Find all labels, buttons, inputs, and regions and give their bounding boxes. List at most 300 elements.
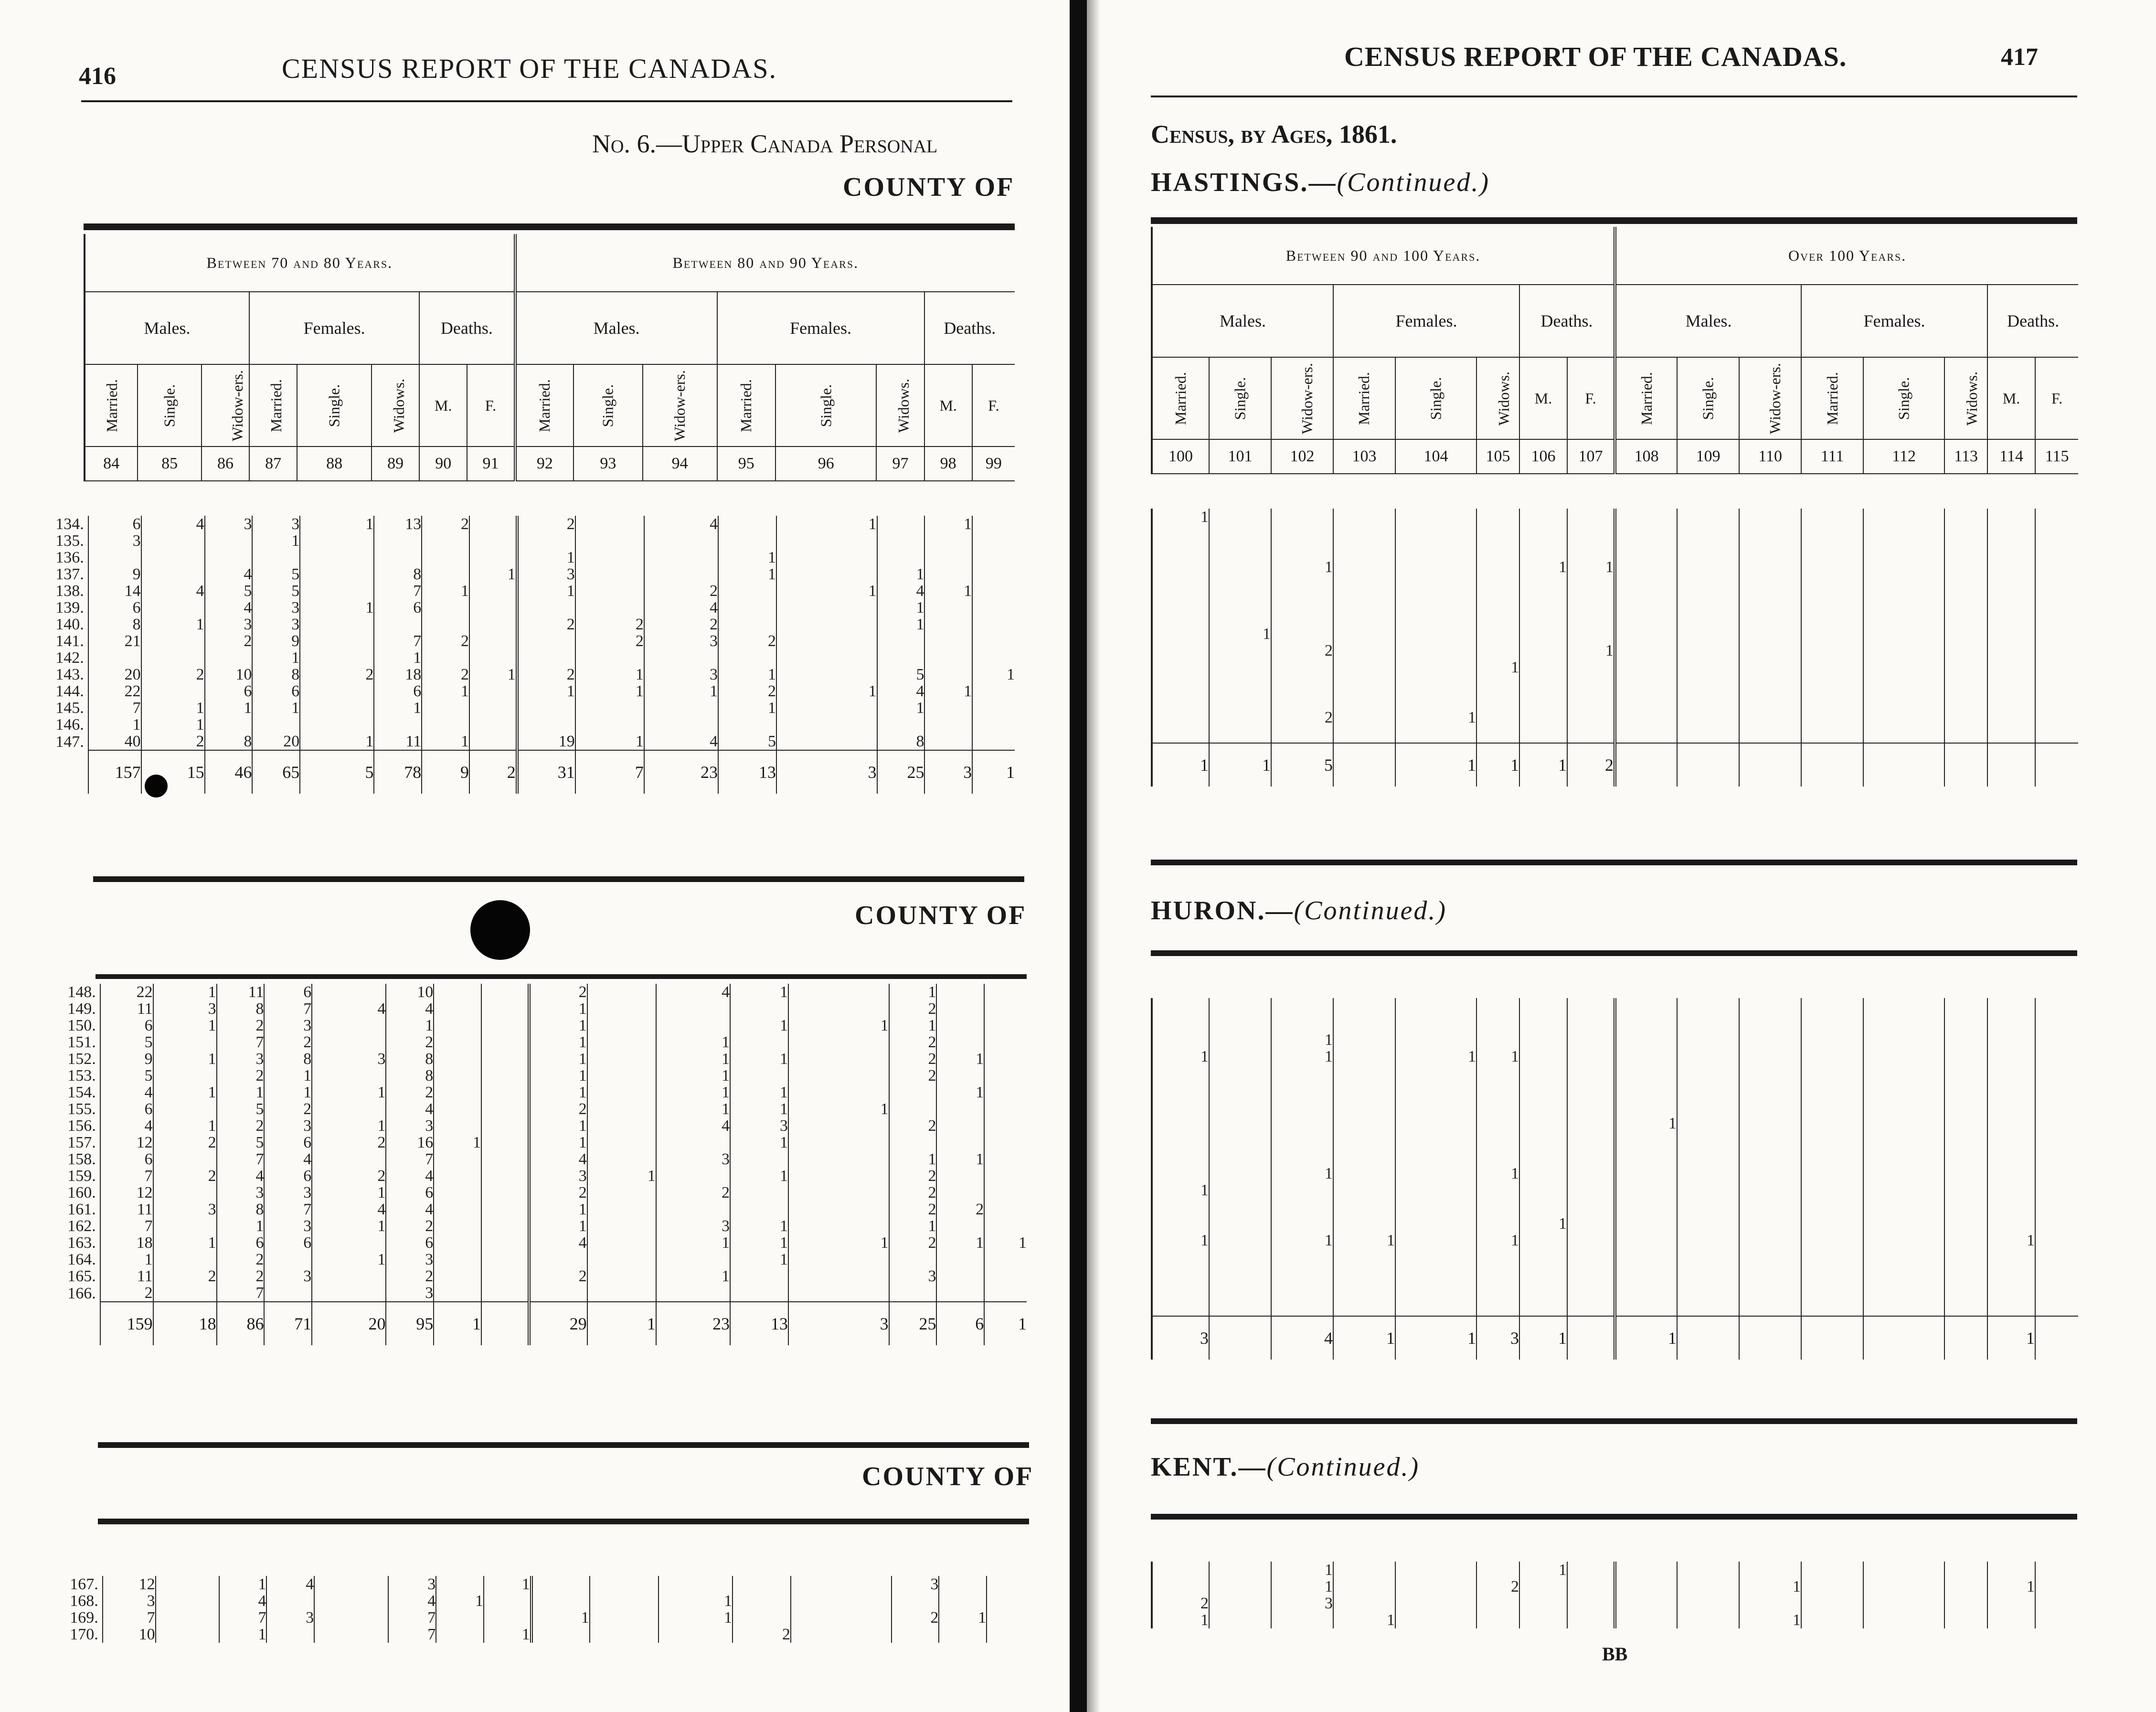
table-cell [733,1593,791,1609]
table-cell [1476,542,1519,559]
table-cell: 1 [1519,1562,1567,1578]
table-cell [924,599,972,616]
table-cell [587,1218,656,1234]
table-cell [1739,726,1801,743]
table-cell [2035,676,2078,692]
table-cell: 1 [1152,1048,1209,1065]
table-cell: 1 [587,1168,656,1184]
table-cell [1271,1182,1333,1199]
table-cell [517,716,575,733]
table-cell: 2 [889,1201,937,1218]
table-cell: 1 [658,1593,733,1609]
table-cell [1739,1182,1801,1199]
column-number: 114 [1987,439,2035,474]
table-cell [1677,1132,1739,1148]
table-cell [936,1117,984,1134]
table-cell [1152,1282,1209,1299]
table-cell [469,616,517,633]
table-cell: 2 [264,1101,312,1117]
table-cell [1863,676,1944,692]
table-cell [788,1268,889,1285]
row-number: 162. [67,1218,96,1234]
column-head-text: Married. [267,379,285,432]
table-cell: 6 [205,683,253,700]
table-cell [434,1067,481,1084]
table-cell [1271,1299,1333,1316]
table-cell: 1 [656,1034,730,1051]
table-cell [252,549,300,566]
table-cell [1987,626,2035,642]
table-cell: 7 [388,1609,436,1626]
table-cell [1271,1065,1333,1082]
table-cell [1739,676,1801,692]
table-cell [1944,642,1987,659]
table-cell [939,1576,987,1593]
table-cell [924,566,972,583]
table-cell [590,1609,658,1626]
table-cell [481,1234,529,1251]
table-cell [1677,1165,1739,1182]
table-cell [587,1101,656,1117]
right-data-block-1 [1151,509,2078,787]
table-row [1152,1299,2078,1316]
table-cell: 3 [264,1117,312,1134]
table-row [1152,1132,2078,1148]
table-cell [984,1017,1027,1034]
table-cell [1152,1115,1209,1132]
table-cell: 1 [1739,1578,1801,1595]
table-row [53,1134,1027,1151]
table-cell: 1 [644,683,718,700]
total-cell: 23 [656,1302,730,1345]
table-row [41,649,1015,666]
table-row [53,1084,1027,1101]
table-cell [517,599,575,616]
table-cell [644,549,718,566]
table-cell [517,700,575,716]
table-cell [1677,709,1739,726]
table-row [1152,692,2078,709]
row-number: 147. [55,733,84,750]
table-cell: 1 [656,1051,730,1067]
table-row [1152,1595,2078,1612]
table-cell [2035,1265,2078,1282]
table-cell [1395,659,1476,676]
table-cell [791,1609,892,1626]
table-cell [1987,1115,2035,1132]
table-cell [984,1067,1027,1084]
table-cell [776,716,877,733]
column-head-text: Widows. [895,378,913,433]
table-cell [1739,525,1801,542]
table-cell [1863,1148,1944,1165]
table-cell [1395,1299,1476,1316]
table-cell [1677,1249,1739,1265]
table-cell [1395,592,1476,609]
table-cell: 5 [100,1067,153,1084]
table-cell: 8 [217,1000,265,1017]
row-number: 160. [67,1184,96,1201]
table-cell [1944,726,1987,743]
table-cell [422,566,469,583]
table-cell [1615,1578,1677,1595]
table-cell [314,1593,388,1609]
table-cell [984,1051,1027,1067]
table-cell [1209,692,1271,709]
table-cell: 1 [529,1218,587,1234]
table-cell: 4 [529,1151,587,1168]
table-cell [1739,559,1801,575]
left-data-block-1 [41,516,1015,794]
table-cell [1801,1182,1863,1199]
table-cell: 1 [924,683,972,700]
table-cell [141,566,205,583]
table-row [41,549,1015,566]
table-cell [1271,1612,1333,1628]
column-number: 86 [202,447,249,481]
table-cell [88,649,141,666]
table-cell [517,649,575,666]
right-thick-rule-3 [1151,950,2077,956]
table-cell [1395,1082,1476,1098]
ink-blot [470,900,530,960]
table-cell [1395,1265,1476,1282]
table-cell [1476,1249,1519,1265]
table-cell: 1 [300,599,374,616]
table-cell: 1 [788,1017,889,1034]
table-cell [1519,542,1567,559]
table-cell: 2 [718,683,776,700]
column-number: 101 [1209,439,1271,474]
left-running-head: CENSUS REPORT OF THE CANADAS. [282,53,777,84]
table-cell [1677,592,1739,609]
table-cell [1801,509,1863,525]
table-cell [1476,609,1519,626]
table-cell [776,532,877,549]
table-cell [984,984,1027,1000]
total-cell: 2 [469,750,517,794]
right-header-table [1151,227,2078,474]
total-cell [1739,743,1801,787]
table-cell [434,1000,481,1017]
table-cell: 1 [658,1609,733,1626]
table-cell [1615,692,1677,709]
table-cell: 3 [264,1017,312,1034]
column-head-text: M. [435,396,452,414]
table-cell [718,716,776,733]
table-cell [1519,626,1567,642]
table-cell: 1 [436,1593,484,1609]
sub-header-deaths: Deaths. [924,292,1015,364]
table-cell [1863,609,1944,626]
table-cell: 1 [718,666,776,683]
table-cell [314,1626,388,1643]
table-cell [776,566,877,583]
table-cell: 4 [266,1576,314,1593]
table-row [53,1234,1027,1251]
table-cell [1801,1265,1863,1282]
table-cell [1801,1282,1863,1299]
table-cell [1987,692,2035,709]
table-cell [2035,609,2078,626]
table-cell: 1 [422,583,469,599]
continued-label: (Continued.) [1266,1452,1420,1482]
column-number: 113 [1944,439,1987,474]
table-cell [374,716,422,733]
total-cell: 78 [374,750,422,794]
table-cell: 1 [656,1101,730,1117]
table-cell: 1 [529,1134,587,1151]
table-cell: 3 [892,1576,939,1593]
table-row [41,633,1015,649]
table-cell [1152,1215,1209,1232]
table-cell: 1 [153,1117,217,1134]
table-cell [889,1285,937,1302]
table-row [1152,626,2078,642]
table-cell: 1 [529,1067,587,1084]
table-cell [1863,1182,1944,1199]
table-cell [1863,1232,1944,1249]
table-cell [892,1593,939,1609]
table-cell [730,1184,788,1201]
table-cell [314,1576,388,1593]
table-cell [984,1168,1027,1184]
table-cell [481,1067,529,1084]
column-head-text: Married. [1172,372,1189,425]
table-cell: 6 [264,1134,312,1151]
table-cell [1739,592,1801,609]
table-cell: 1 [1519,1215,1567,1232]
table-cell [1209,1182,1271,1199]
table-cell [987,1593,1029,1609]
sub-header-males: Males. [1152,285,1333,357]
table-cell [1271,509,1333,525]
table-cell: 1 [1476,1048,1519,1065]
table-cell: 1 [889,984,937,1000]
column-head-text: Widows. [1963,371,1981,425]
table-cell [1801,592,1863,609]
table-row [1152,1182,2078,1199]
continued-label: (Continued.) [1294,896,1447,925]
table-cell [590,1626,658,1643]
table-cell: 7 [264,1201,312,1218]
table-cell [300,566,374,583]
column-number: 97 [876,447,924,481]
table-cell [791,1626,892,1643]
table-cell [656,1168,730,1184]
continued-label: (Continued.) [1337,168,1490,197]
column-head [1519,357,1567,439]
table-cell [730,1268,788,1285]
table-cell: 4 [877,583,925,599]
table-cell [1677,659,1739,676]
table-cell [972,599,1015,616]
table-cell [1333,1048,1395,1065]
table-row [1152,1249,2078,1265]
table-cell [2035,525,2078,542]
table-cell [1944,1148,1987,1165]
table-cell [1987,1165,2035,1182]
table-cell: 6 [100,1151,153,1168]
row-number: 145. [55,700,84,716]
table-cell [788,1168,889,1184]
table-cell [1567,1249,1615,1265]
table-cell: 1 [1152,1182,1209,1199]
table-cell [300,649,374,666]
table-cell [141,599,205,616]
table-row [53,1117,1027,1134]
table-cell [1801,1249,1863,1265]
table-cell [1395,1182,1476,1199]
total-cell [1944,1316,1987,1360]
table-cell [434,1268,481,1285]
table-cell [1944,509,1987,525]
table-cell [1987,592,2035,609]
table-row [1152,575,2078,592]
table-cell [1519,525,1567,542]
table-cell [434,1184,481,1201]
table-cell [1987,1048,2035,1065]
table-cell [718,616,776,633]
table-cell: 3 [656,1218,730,1234]
table-cell [939,1626,987,1643]
table-row [1152,1015,2078,1031]
sub-header-males: Males. [515,292,717,364]
table-cell [1944,1115,1987,1132]
total-cell [1333,743,1395,787]
table-cell: 1 [1567,559,1615,575]
table-cell: 1 [730,1234,788,1251]
table-cell: 8 [217,1201,265,1218]
total-cell [1567,1316,1615,1360]
table-cell: 6 [386,1234,434,1251]
table-cell [1333,575,1395,592]
table-cell [1863,1595,1944,1612]
column-number: 111 [1801,439,1863,474]
table-cell [1567,609,1615,626]
table-cell: 1 [484,1576,531,1593]
table-cell [300,532,374,549]
table-cell: 1 [1271,1578,1333,1595]
table-cell: 1 [656,1084,730,1101]
table-cell: 2 [422,666,469,683]
table-cell [1209,1098,1271,1115]
table-cell [1395,525,1476,542]
table-cell: 6 [374,599,422,616]
table-cell [1677,1215,1739,1232]
total-cell [1209,1316,1271,1360]
table-cell [1209,542,1271,559]
table-cell [481,1151,529,1168]
table-cell: 4 [656,984,730,1000]
total-cell: 1 [434,1302,481,1345]
table-cell [153,1285,217,1302]
table-cell [2035,559,2078,575]
table-cell: 1 [1476,659,1519,676]
left-thick-rule-3 [96,974,1027,979]
table-cell [1987,1265,2035,1282]
table-row [41,700,1015,716]
table-cell: 20 [88,666,141,683]
total-cell: 3 [924,750,972,794]
table-cell [1944,1249,1987,1265]
table-cell: 1 [300,733,374,750]
row-number: 139. [55,599,84,616]
column-head [138,364,202,447]
row-number: 164. [67,1251,96,1268]
sub-header-males: Males. [85,292,249,364]
table-cell [1567,1015,1615,1031]
table-cell [1476,642,1519,659]
table-cell [469,733,517,750]
table-cell: 1 [386,1017,434,1034]
table-row [1152,1082,2078,1098]
table-cell: 2 [517,516,575,532]
table-cell [1209,1299,1271,1316]
table-cell [1567,509,1615,525]
table-cell: 1 [656,1067,730,1084]
table-cell [2035,659,2078,676]
total-cell [1615,743,1677,787]
table-cell [1333,1132,1395,1148]
total-cell: 1 [1209,743,1271,787]
table-cell [434,1218,481,1234]
table-cell [1615,1232,1677,1249]
table-row [53,984,1027,1000]
table-cell [1395,575,1476,592]
table-cell: 1 [469,666,517,683]
column-number: 99 [972,447,1015,481]
table-cell: 1 [469,566,517,583]
table-cell: 40 [88,733,141,750]
table-cell: 12 [103,1576,156,1593]
column-head-text: Single. [325,384,343,427]
table-row [41,683,1015,700]
table-cell: 1 [529,1117,587,1134]
table-cell [590,1593,658,1609]
total-cell: 3 [776,750,877,794]
table-cell [1863,709,1944,726]
table-cell: 1 [529,1017,587,1034]
table-cell [984,1101,1027,1117]
table-cell [1271,1115,1333,1132]
table-cell [2035,1182,2078,1199]
table-row [1152,998,2078,1015]
table-cell: 5 [100,1034,153,1051]
table-cell [312,1067,386,1084]
table-cell [788,1184,889,1201]
table-cell: 3 [217,1051,265,1067]
table-cell: 3 [517,566,575,583]
column-head-text: Single. [1699,377,1717,420]
table-cell [924,716,972,733]
table-cell [1987,1015,2035,1031]
row-number [41,750,88,794]
table-row [1152,1148,2078,1165]
table-cell [2035,1148,2078,1165]
row-number: 163. [67,1234,96,1251]
table-cell [1152,1249,1209,1265]
table-cell: 8 [374,566,422,583]
table-cell [1739,998,1801,1015]
table-cell [972,549,1015,566]
table-cell [1519,1182,1567,1199]
table-cell [422,532,469,549]
table-cell: 1 [1615,1115,1677,1132]
table-cell [972,700,1015,716]
group-header-70-80: Between 70 and 80 Years. [85,234,515,292]
table-cell [892,1626,939,1643]
